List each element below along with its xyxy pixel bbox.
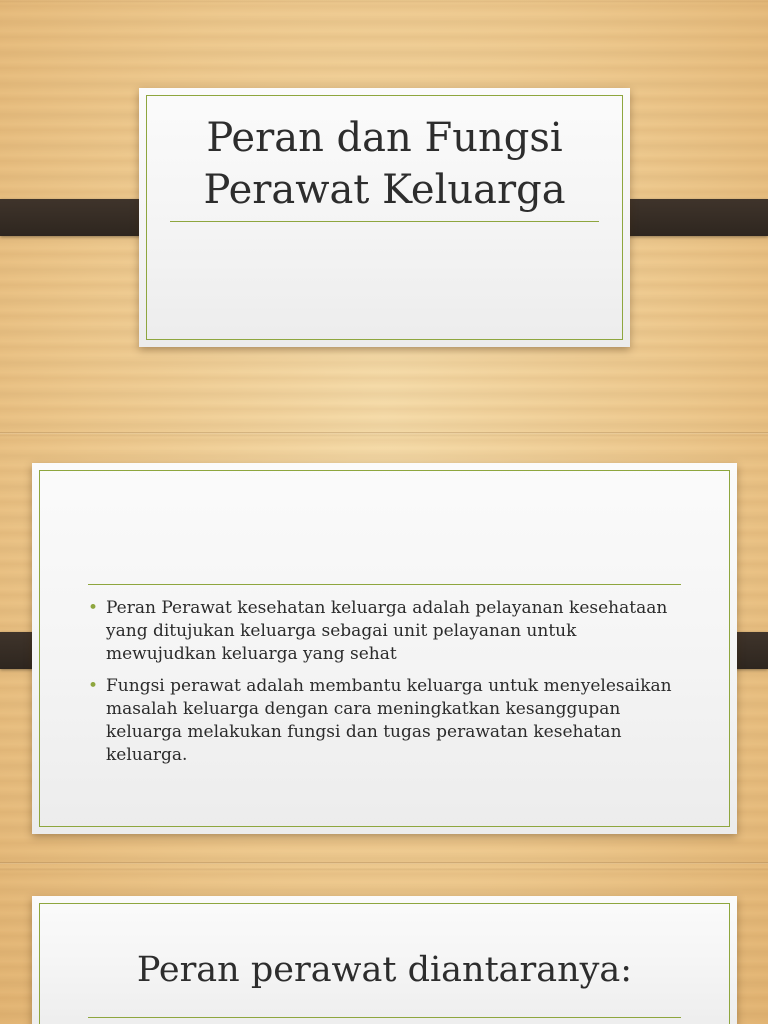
bullet-list <box>88 597 677 776</box>
bullet-text: Peran Perawat kesehatan keluarga adalah pelayanan kesehataan yang ditujukan keluarga sebagai unit pelayanan untuk mewujudkan keluarga yang sehat <box>106 598 668 664</box>
content-rule <box>88 584 681 585</box>
title-underline <box>88 1017 681 1018</box>
title-line-1: Peran dan Fungsi <box>206 115 563 161</box>
title-underline <box>170 221 599 222</box>
bullet-icon: • <box>88 676 99 696</box>
list-item <box>88 597 677 666</box>
list-item <box>88 675 677 767</box>
wood-plank-seam <box>0 862 768 864</box>
slide-tab-left <box>0 199 155 236</box>
title-line-2: Perawat Keluarga <box>203 167 566 213</box>
slide-content[interactable] <box>32 463 737 834</box>
bullet-text: Fungsi perawat adalah membantu keluarga untuk menyelesaikan masalah keluarga dengan cara meningkatkan kesanggupan keluarga melakukan fungsi dan tugas perawatan kesehatan keluarga. <box>106 676 672 765</box>
slide-title-heading <box>139 112 630 216</box>
slide-title[interactable] <box>139 88 630 347</box>
bullet-icon: • <box>88 598 99 618</box>
slide-tab-right <box>613 199 768 236</box>
slide-section[interactable] <box>32 896 737 1024</box>
slide-section-heading: Peran perawat diantaranya: <box>136 950 633 990</box>
wood-plank-seam <box>0 432 768 434</box>
